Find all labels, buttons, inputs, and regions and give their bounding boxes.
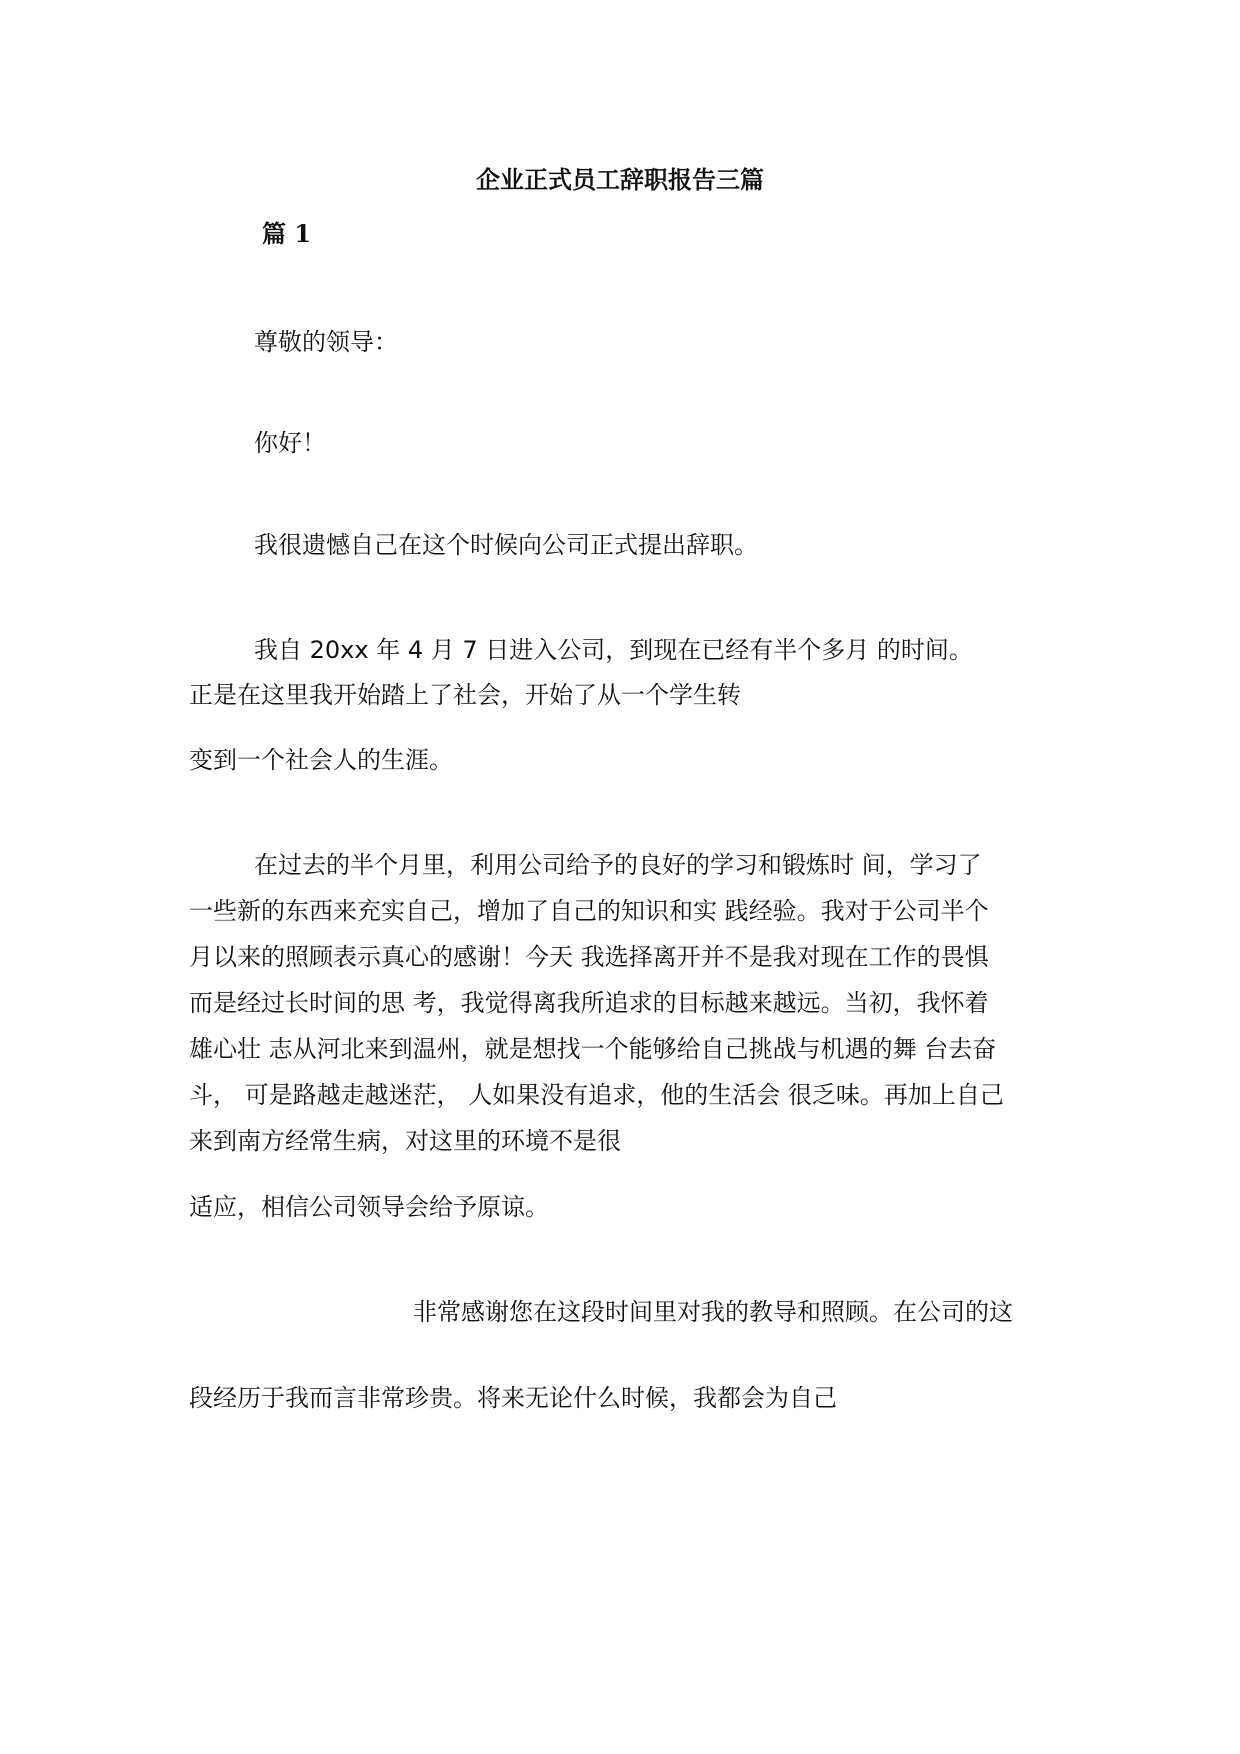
paragraph-line: 适应，相信公司领导会给予原谅。 [189, 1193, 549, 1221]
greeting: 你好！ [254, 429, 326, 457]
paragraph-line: 在过去的半个月里，利用公司给予的良好的学习和锻炼时 间，学习了 [254, 851, 982, 879]
paragraph-line: 月以来的照顾表示真心的感谢！今天 我选择离开并不是我对现在工作的畏惧 [189, 943, 989, 971]
paragraph-line: 我很遗憾自己在这个时候向公司正式提出辞职。 [254, 531, 758, 559]
paragraph-line: 变到一个社会人的生涯。 [189, 746, 453, 774]
document-title: 企业正式员工辞职报告三篇 [476, 166, 764, 194]
section-heading: 篇 1 [262, 219, 312, 248]
paragraph-line: 一些新的东西来充实自己，增加了自己的知识和实 践经验。我对于公司半个 [189, 897, 989, 925]
paragraph-line: 正是在这里我开始踏上了社会，开始了从一个学生转 [189, 681, 741, 709]
paragraph-line: 非常感谢您在这段时间里对我的教导和照顾。在公司的这 [413, 1298, 1013, 1326]
paragraph-line: 雄心壮 志从河北来到温州，就是想找一个能够给自己挑战与机遇的舞 台去奋 [189, 1035, 997, 1063]
paragraph-line: 斗， 可是路越走越迷茫， 人如果没有追求，他的生活会 很乏味。再加上自己 [189, 1081, 1004, 1109]
paragraph-line: 来到南方经常生病，对这里的环境不是很 [189, 1127, 621, 1155]
paragraph-line: 我自 20xx 年 4 月 7 日进入公司，到现在已经有半个多月 的时间。 [254, 636, 973, 664]
paragraph-line: 而是经过长时间的思 考，我觉得离我所追求的目标越来越远。当初，我怀着 [189, 989, 989, 1017]
paragraph-line: 段经历于我而言非常珍贵。将来无论什么时候，我都会为自己 [189, 1384, 837, 1412]
salutation: 尊敬的领导： [254, 328, 398, 356]
